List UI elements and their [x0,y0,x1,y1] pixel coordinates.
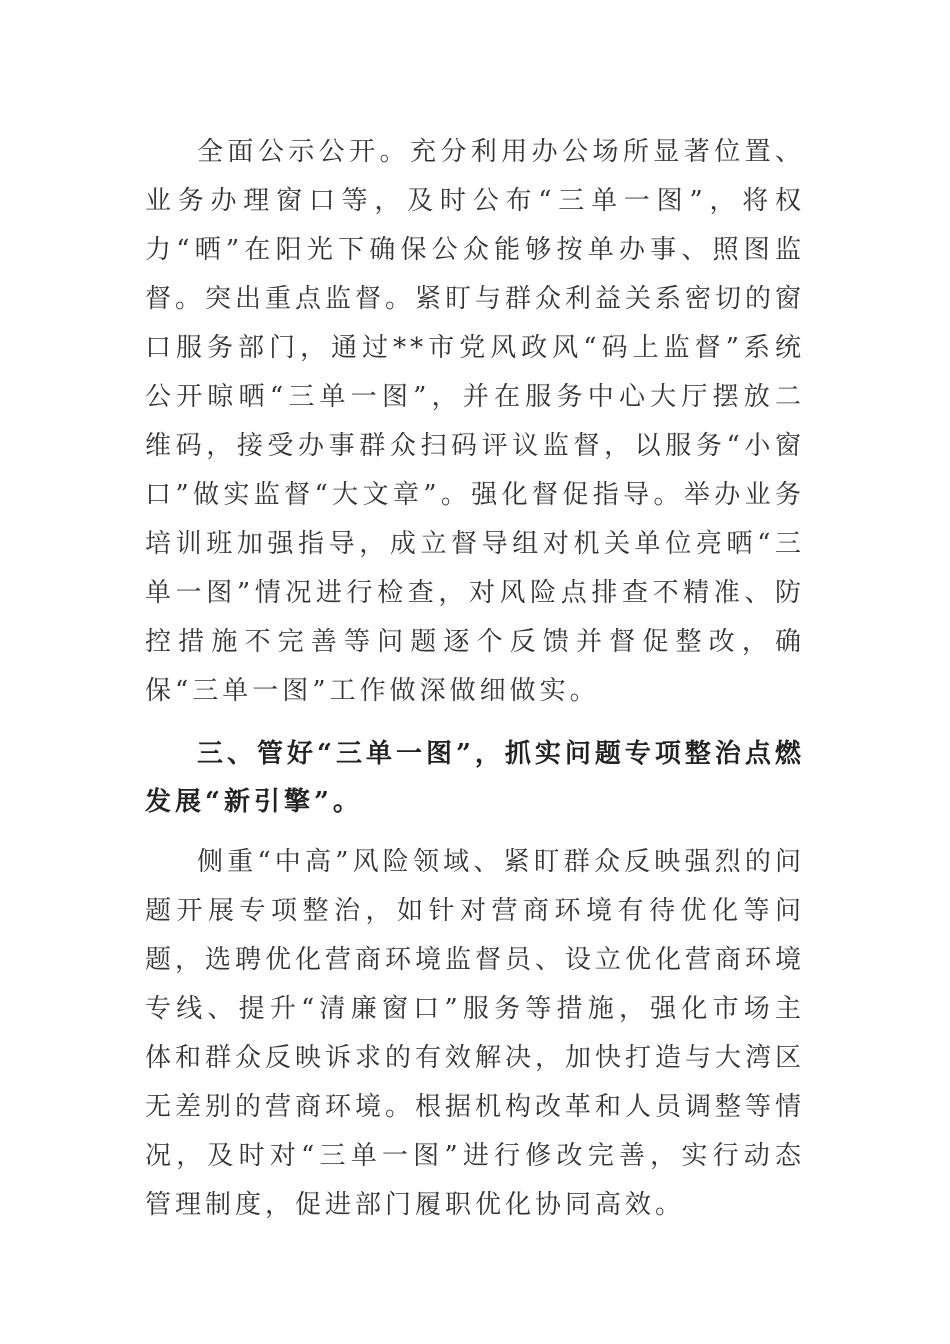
section-heading-3: 三、管好“三单一图”，抓实问题专项整治点燃发展“新引擎”。 [145,739,805,817]
body-paragraph-2: 侧重“中高”风险领域、紧盯群众反映强烈的问题开展专项整治，如针对营商环境有待优化等问题，选聘优化营商环境监督员、设立优化营商环境专线、提升“清廉窗口”服务等措施，强化市场主体和群众反映诉求的有效解决，加快打造与大湾区无差别的营商环境。根据机构改革和人员调整等情况，及时对“三单一图”进行修改完善，实行动态管理制度，促进部门履职优化协同高效。 [145,847,806,1220]
document-body [145,128,805,1230]
body-paragraph-1: 全面公示公开。充分利用办公场所显著位置、业务办理窗口等，及时公布“三单一图”，将权力“晒”在阳光下确保公众能够按单办事、照图监督。突出重点监督。紧盯与群众利益关系密切的窗口服务部门，通过**市党风政风“码上监督”系统公开晾晒“三单一图”，并在服务中心大厅摆放二维码，接受办事群众扫码评议监督，以服务“小窗口”做实监督“大文章”。强化督促指导。举办业务培训班加强指导，成立督导组对机关单位亮晒“三单一图”情况进行检查，对风险点排查不精准、防控措施不完善等问题逐个反馈并督促整改，确保“三单一图”工作做深做细做实。 [145,137,806,706]
